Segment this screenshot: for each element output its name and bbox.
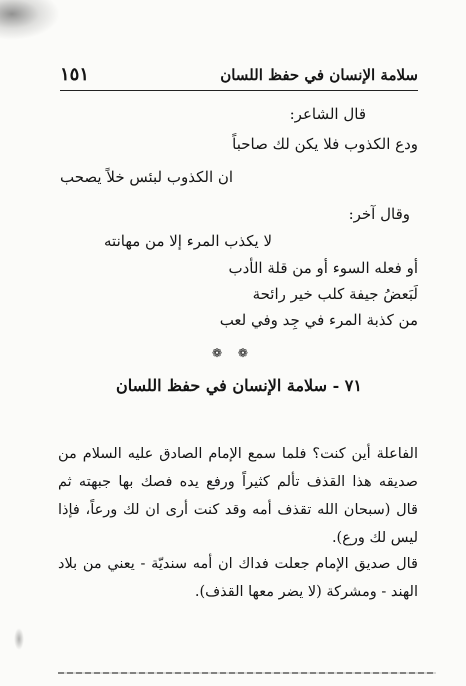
running-title: سلامة الإنسان في حفظ اللسان xyxy=(220,66,418,84)
poem-1-verse-1 xyxy=(60,134,418,153)
verse-line: لا يكذب المرء إلا من مهانته xyxy=(104,232,273,250)
poem-2-verse-4 xyxy=(60,310,418,329)
verse-line: ودع الكذوب فلا يكن لك صاحباً xyxy=(232,135,418,153)
poem-2-verse-2 xyxy=(60,258,418,277)
verse-line: لَبَعضُ جيفة كلب خير رائحة xyxy=(252,285,418,303)
page-number: ١٥١ xyxy=(60,64,90,85)
poem-intro-label: قال الشاعر: xyxy=(289,105,366,123)
page-header xyxy=(60,56,418,90)
header-rule xyxy=(60,90,418,91)
scan-speck xyxy=(14,628,24,650)
paragraph-1: الفاعلة أين كنت؟ فلما سمع الإمام الصادق عليه السلام من صديقه هذا القذف تألم كثيراً ورفع يده فصك بها جبهته ثم قال (سبحان الله تقذف أمه وقد كنت أرى ان لك ورعاً، فإذا ليس لك ورع). xyxy=(58,446,418,546)
verse-line: من كذبة المرء في جِد وفي لعب xyxy=(219,311,418,329)
verse-line: أو فعله السوء أو من قلة الأدب xyxy=(228,259,418,277)
page-bottom-edge xyxy=(58,672,436,674)
scan-smudge xyxy=(0,0,60,40)
section-heading: ٧١ - سلامة الإنسان في حفظ اللسان xyxy=(116,376,362,395)
poem-1-verse-2 xyxy=(60,168,418,186)
section-divider: ❁ ❁ xyxy=(212,346,254,360)
poem-1-intro xyxy=(60,104,418,123)
poem-2-verse-3 xyxy=(60,284,418,303)
poem-2-intro xyxy=(60,204,418,223)
verse-line: ان الكذوب لبئس خلاً يصحب xyxy=(60,168,234,186)
paragraph-2: قال صديق الإمام جعلت فداك ان أمه سنديّة - يعني من بلاد الهند - ومشركة (لا يضر معها القذف). xyxy=(58,556,418,600)
poem-intro-label: وقال آخر: xyxy=(348,205,410,223)
poem-2-verse-1 xyxy=(60,232,418,250)
